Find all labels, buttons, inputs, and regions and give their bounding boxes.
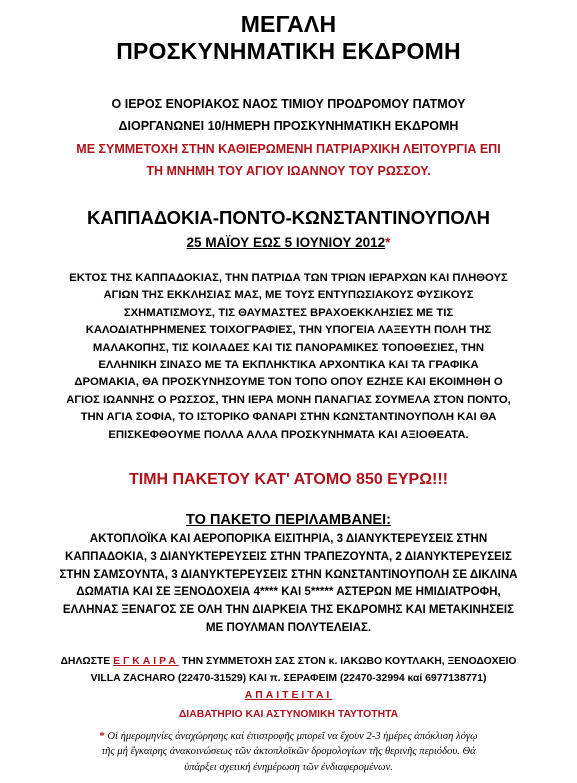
- footnote-text-1: Οἱ ἡμερομηνίες ἀναχώρησης καί ἐπιστροφῆς μπορεῖ να ἔχουν 2-3 ἡμέρες ἀπόκλιση λόγῳ: [104, 731, 478, 742]
- contact-prefix: ΔΗΛΩΣΤΕ: [60, 656, 114, 667]
- organizer-line-1: Ο ΙΕΡΟΣ ΕΝΟΡΙΑΚΟΣ ΝΑΟΣ ΤΙΜΙΟΥ ΠΡΟΔΡΟΜΟΥ ΠΑΤΜΟΥ: [111, 97, 466, 111]
- description-line: ΚΑΛΟΔΙΑΤΗΡΗΜΕΝΕΣ ΤΟΙΧΟΓΡΑΦΙΕΣ, ΤΗΝ ΥΠΟΓΕΙΑ ΛΑΞΕΥΤΗ ΠΟΛΗ ΤΗΣ: [85, 324, 492, 337]
- contact-rest: ΤΗΝ ΣΥΜΜΕΤΟΧΗ ΣΑΣ ΣΤΟΝ κ. ΙΑΚΩΒΟ ΚΟΥΤΛΑΚΗ, ΞΕΝΟΔΟΧΕΙΟ: [178, 656, 517, 667]
- description-line: ΜΑΛΑΚΟΠΗΣ, ΤΙΣ ΚΟΙΛΑΔΕΣ ΚΑΙ ΤΙΣ ΠΑΝΟΡΑΜΙΚΕΣ ΤΟΠΟΘΕΣΙΕΣ, ΤΗΝ: [92, 341, 485, 354]
- dates-asterisk: *: [385, 235, 391, 250]
- description-line: ΑΓΙΩΝ ΤΗΣ ΕΚΚΛΗΣΙΑΣ ΜΑΣ, ΜΕ ΤΟΥΣ ΕΝΤΥΠΩΣΙΑΚΟΥΣ ΦΥΣΙΚΟΥΣ: [103, 289, 474, 302]
- required-docs: ΔΙΑΒΑΤΗΡΙΟ ΚΑΙ ΑΣΤΥΝΟΜΙΚΗ ΤΑΥΤΟΤΗΤΑ: [178, 709, 399, 720]
- title-line-1: ΜΕΓΑΛΗ: [240, 11, 337, 37]
- price-line: ΤΙΜΗ ΠΑΚΕΤΟΥ ΚΑΤ' ΑΤΟΜΟ 850 ΕΥΡΩ!!!: [128, 471, 449, 488]
- package-line: ΑΚΤΟΠΛΟΪΚΑ ΚΑΙ ΑΕΡΟΠΟΡΙΚΑ ΕΙΣΙΤΗΡΙΑ, 3 ΔΙΑΝΥΚΤΕΡΕΥΣΕΙΣ ΣΤΗΝ: [89, 532, 488, 545]
- package-line: ΕΛΛΗΝΑΣ ΞΕΝΑΓΟΣ ΣΕ ΟΛΗ ΤΗΝ ΔΙΑΡΚΕΙΑ ΤΗΣ ΕΚΔΡΟΜΗΣ ΚΑΙ ΜΕΤΑΚΙΝΗΣΕΙΣ: [62, 603, 515, 617]
- footnote-line-2: τῆς μή ἔγκαιρης ἀνακοινώσεως τῶν ἀκτοπλοϊκῶν δρομολογίων τῆς θερινῆς περιόδου. Θά: [101, 746, 476, 758]
- description-line: ΕΛΛΗΝΙΚΗ ΣΙΝΑΣΟ ΜΕ ΤΑ ΕΚΠΛΗΚΤΙΚΑ ΑΡΧΟΝΤΙΚΑ ΚΑΙ ΤΑ ΓΡΑΦΙΚΑ: [98, 359, 479, 371]
- contact-line-1: [0, 654, 577, 670]
- description-line: ΤΗΝ ΑΓΙΑ ΣΟΦΙΑ, ΤΟ ΙΣΤΟΡΙΚΟ ΦΑΝΑΡΙ ΣΤΗΝ ΚΩΝΣΤΑΝΤΙΝΟΥΠΟΛΗ ΚΑΙ ΘΑ: [80, 411, 497, 424]
- required-heading: ΑΠΑΙΤΕΙΤΑΙ: [244, 690, 333, 701]
- description-line: ΕΚΤΟΣ ΤΗΣ ΚΑΠΠΑΔΟΚΙΑΣ, ΤΗΝ ΠΑΤΡΙΔΑ ΤΩΝ ΤΡΙΩΝ ΙΕΡΑΡΧΩΝ ΚΑΙ ΠΛΗΘΟΥΣ: [69, 272, 508, 284]
- contact-line-2: VILLA ZACHARO (22470-31529) ΚΑΙ π. ΣΕΡΑΦΕΙΜ (22470-32994 καί 6977138771): [90, 673, 487, 684]
- title-line-2: ΠΡΟΣΚΥΝΗΜΑΤΙΚΗ ΕΚΔΡΟΜΗ: [116, 38, 461, 64]
- dates-line: [0, 234, 577, 252]
- description-line: ΣΧΗΜΑΤΙΣΜΟΥΣ, ΤΙΣ ΘΑΥΜΑΣΤΕΣ ΒΡΑΧΟΕΚΚΛΗΣΙΕΣ ΜΕ ΤΙΣ: [123, 306, 454, 319]
- package-line: ΔΩΜΑΤΙΑ ΚΑΙ ΣΕ ΞΕΝΟΔΟΧΕΙΑ 4**** ΚΑΙ 5***** ΑΣΤΕΡΩΝ ΜΕ ΗΜΙΔΙΑΤΡΟΦΗ,: [76, 585, 501, 599]
- description-line: ΕΠΙΣΚΕΦΘΟΥΜΕ ΠΟΛΛΑ ΑΛΛΑ ΠΡΟΣΚΥΝΗΜΑΤΑ ΚΑΙ ΑΞΙΟΘΕΑΤΑ.: [108, 428, 469, 441]
- footnote-asterisk: *: [99, 731, 105, 742]
- description-line: ΔΡΟΜΑΚΙΑ, ΘΑ ΠΡΟΣΚΥΝΗΣΟΥΜΕ ΤΟΝ ΤΟΠΟ ΟΠΟΥ ΕΖΗΣΕ ΚΑΙ ΕΚΟΙΜΗΘΗ Ο: [74, 376, 503, 389]
- package-line: ΚΑΠΠΑΔΟΚΙΑ, 3 ΔΙΑΝΥΚΤΕΡΕΥΣΕΙΣ ΣΤΗΝ ΤΡΑΠΕΖΟΥΝΤΑ, 2 ΔΙΑΝΥΚΤΕΡΕΥΣΕΙΣ: [65, 549, 512, 563]
- organizer-line-3: ΜΕ ΣΥΜΜΕΤΟΧΗ ΣΤΗΝ ΚΑΘΙΕΡΩΜΕΝΗ ΠΑΤΡΙΑΡΧΙΚΗ ΛΕΙΤΟΥΡΓΙΑ ΕΠΙ: [76, 142, 501, 156]
- contact-emphasis: ΕΓΚΑΙΡΑ: [113, 656, 179, 667]
- package-line: ΣΤΗΝ ΣΑΜΣΟΥΝΤΑ, 3 ΔΙΑΝΥΚΤΕΡΕΥΣΕΙΣ ΣΤΗΝ ΚΩΝΣΤΑΝΤΙΝΟΥΠΟΛΗ ΣΕ ΔΙΚΛΙΝΑ: [59, 567, 518, 581]
- footnote-line-1: [0, 729, 577, 744]
- route-title: ΚΑΠΠΑΔΟΚΙΑ-ΠΟΝΤΟ-ΚΩΝΣΤΑΝΤΙΝΟΥΠΟΛΗ: [87, 207, 490, 228]
- organizer-line-2: ΔΙΟΡΓΑΝΩΝΕΙ 10/ΗΜΕΡΗ ΠΡΟΣΚΥΝΗΜΑΤΙΚΗ ΕΚΔΡΟΜΗ: [118, 119, 459, 133]
- organizer-line-4: ΤΗ ΜΝΗΜΗ ΤΟΥ ΑΓΙΟΥ ΙΩΑΝΝΟΥ ΤΟΥ ΡΩΣΣΟΥ.: [146, 164, 431, 178]
- description-line: ΑΓΙΟΣ ΙΩΑΝΝΗΣ Ο ΡΩΣΣΟΣ, ΤΗΝ ΙΕΡΑ ΜΟΝΗ ΠΑΝΑΓΙΑΣ ΣΟΥΜΕΛΑ ΣΤΟΝ ΠΟΝΤΟ,: [66, 393, 511, 406]
- dates-text: 25 ΜΑΪΟΥ ΕΩΣ 5 ΙΟΥΝΙΟΥ 2012: [186, 235, 386, 250]
- package-heading: ΤΟ ΠΑΚΕΤΟ ΠΕΡΙΛΑΜΒΑΝΕΙ:: [186, 512, 391, 528]
- footnote-line-3: ὑπάρξει σχετική ἐνημέρωση τῶν ἐνδιαφερομένων.: [184, 761, 393, 773]
- package-line: ΜΕ ΠΟΥΛΜΑΝ ΠΟΛΥΤΕΛΕΙΑΣ.: [205, 621, 372, 634]
